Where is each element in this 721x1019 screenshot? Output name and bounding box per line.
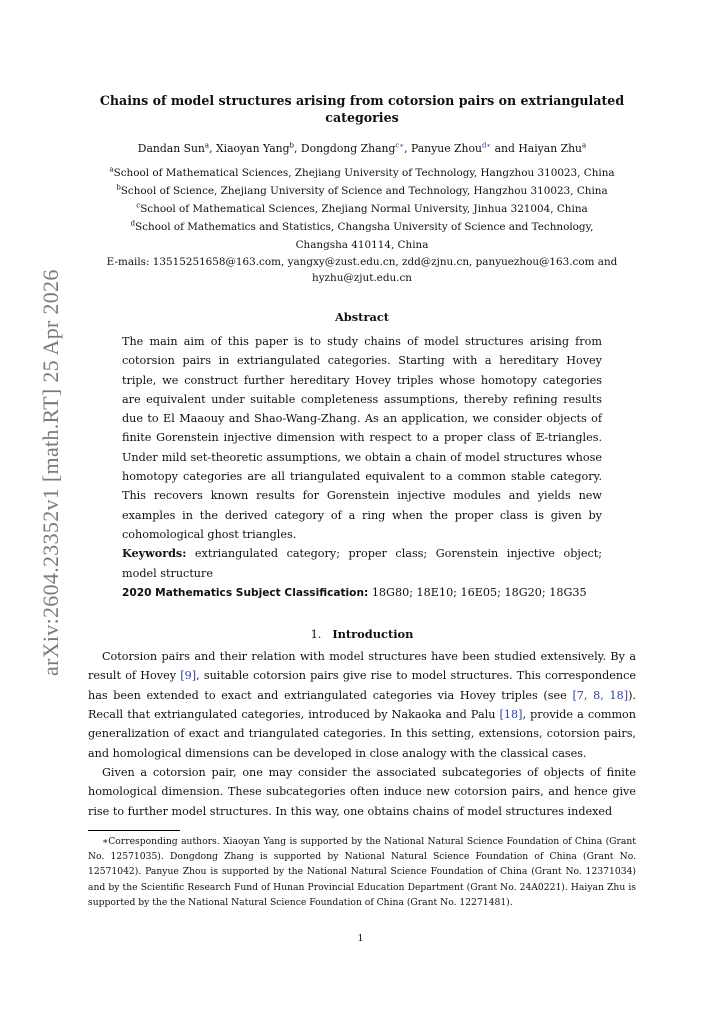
email-line: E-mails: 13515251658@163.com, yangxy@zust.edu.cn, zdd@zjnu.cn, panyuezhou@163.com and [106,256,618,268]
author-separator: and [491,142,519,155]
affiliation-mark: d [130,219,136,228]
author-name: Dongdong Zhang [300,142,396,155]
author-affiliation-mark[interactable]: d∗ [481,141,492,150]
keywords-line [122,544,602,583]
affiliation-line [88,182,636,200]
author-affiliation-mark[interactable]: c∗ [395,141,405,150]
author-separator: , [209,142,216,155]
section-name: Introduction [332,627,414,642]
paper-title: Chains of model structures arising from cotorsion pairs on extriangulated categories [99,93,625,125]
msc-text: 18G80; 18E10; 16E05; 18G20; 18G35 [371,585,587,599]
affiliation-text: School of Mathematics and Statistics, Changsha University of Science and Technology, [135,221,594,233]
footnote-divider [88,830,180,831]
citation-link[interactable]: [18] [499,708,523,722]
author-name: Xiaoyan Yang [215,142,290,155]
msc-line [122,583,602,603]
page-number: 1 [357,933,364,944]
affiliation-mark: c [136,201,141,210]
citation-link[interactable]: [9] [180,669,197,683]
footnote [88,834,636,910]
intro-paragraph: Given a cotorsion pair, one may consider the associated subcategories of objects of finite homological dimension. These subcategories often induce new cotorsion pairs, and hence give rise to further model structures. In this way, one obtains chains of model structures indexed [88,765,636,818]
author-list [88,142,636,156]
abstract-text: The main aim of this paper is to study chains of model structures arising from cotorsion pairs in extriangulated categories. Starting with a hereditary Hovey triple, we construct further hereditary Hovey triples whose homotopy categories are equivalent under suitable completeness assumptions, thereby refining results due to El Maaouy and Shao-Wang-Zhang. As an application, we consider objects of finite Gorenstein injective dimension with respect to a proper class of 𝔼-triangles. Under mild set-theoretic assumptions, we obtain a chain of model structures whose homotopy categories are all triangulated equivalent to a common stable category. This recovers known results for Gorenstein injective modules and yields new examples in the derived category of a ring when the proper class is given by cohomological ghost triangles. [122,335,602,541]
msc-label: 2020 Mathematics Subject Classification: [122,586,369,599]
keywords-label: Keywords: [122,546,187,561]
author-separator: , [404,142,411,155]
citation-link[interactable]: [7, 8, 18] [572,688,629,702]
affiliation-line [88,200,636,218]
author-separator: , [294,142,301,155]
author-affiliation-mark: b [289,141,295,150]
arxiv-identifier-stamp: arXiv:2604.23352v1 [math.RT] 25 Apr 2026 [38,269,63,676]
affiliation-line [88,218,636,236]
text-run: ). Recall that extriangulated categories, introduced by Nakaoka and Palu [88,688,636,722]
intro-body [88,647,636,821]
affiliation-text: School of Mathematical Sciences, Zhejiang University of Technology, Hangzhou 310023, China [113,167,615,179]
keywords-text: extriangulated category; proper class; Gorenstein injective object; model structure [122,547,602,580]
text-run: , suitable cotorsion pairs give rise to model structures. This correspondence has been extended to exact and extriangulated categories via Hovey triples (see [88,669,636,702]
author-affiliation-mark: a [204,141,210,150]
text-run: , provide a common generalization of exact and triangulated categories. In this setting, extensions, cotorsion pairs, and homological dimensions can be developed in close analogy with the classical cases. [88,708,636,760]
intro-paragraph [88,647,636,763]
email-line: hyzhu@zjut.edu.cn [312,272,412,284]
footnote-text: ∗Corresponding authors. Xiaoyan Yang is supported by the National Natural Science Foundation of China (Grant No. 12571035). Dongdong Zhang is supported by National Natural Science Foundation of China (Grant No. 12571042). Panyue Zhou is supported by the National Natural Science Foundation of China (Grant No. 12371034) and by the Scientific Research Fund of Hunan Provincial Education Department (Grant No. 24A0221). Haiyan Zhu is supported by the the National Natural Science Foundation of China (Grant No. 12271481). [88,835,636,909]
author-name: Haiyan Zhu [518,142,582,155]
email-list [88,254,636,286]
abstract-heading: Abstract [334,310,390,324]
affiliation-line [88,164,636,182]
author-name: Panyue Zhou [410,142,482,155]
author-name: Dandan Sun [137,142,205,155]
section-heading [88,627,636,641]
affiliation-text: School of Science, Zhejiang University of Science and Technology, Hangzhou 310023, China [120,185,608,197]
affiliation-text: School of Mathematical Sciences, Zhejiang Normal University, Jinhua 321004, China [140,203,588,215]
affiliation-text: Changsha 410114, China [295,239,429,251]
text-run: Cotorsion pairs and their relation with model structures have been studied extensively. By a result of Hovey [88,650,636,683]
affiliation-mark: b [116,183,121,192]
affiliation-line [88,236,636,254]
abstract-block [122,332,602,603]
section-number: 1. [310,627,322,642]
author-affiliation-mark: a [582,141,587,150]
affiliation-mark: a [109,165,114,174]
paper-page [88,92,636,910]
affiliation-list [88,164,636,254]
